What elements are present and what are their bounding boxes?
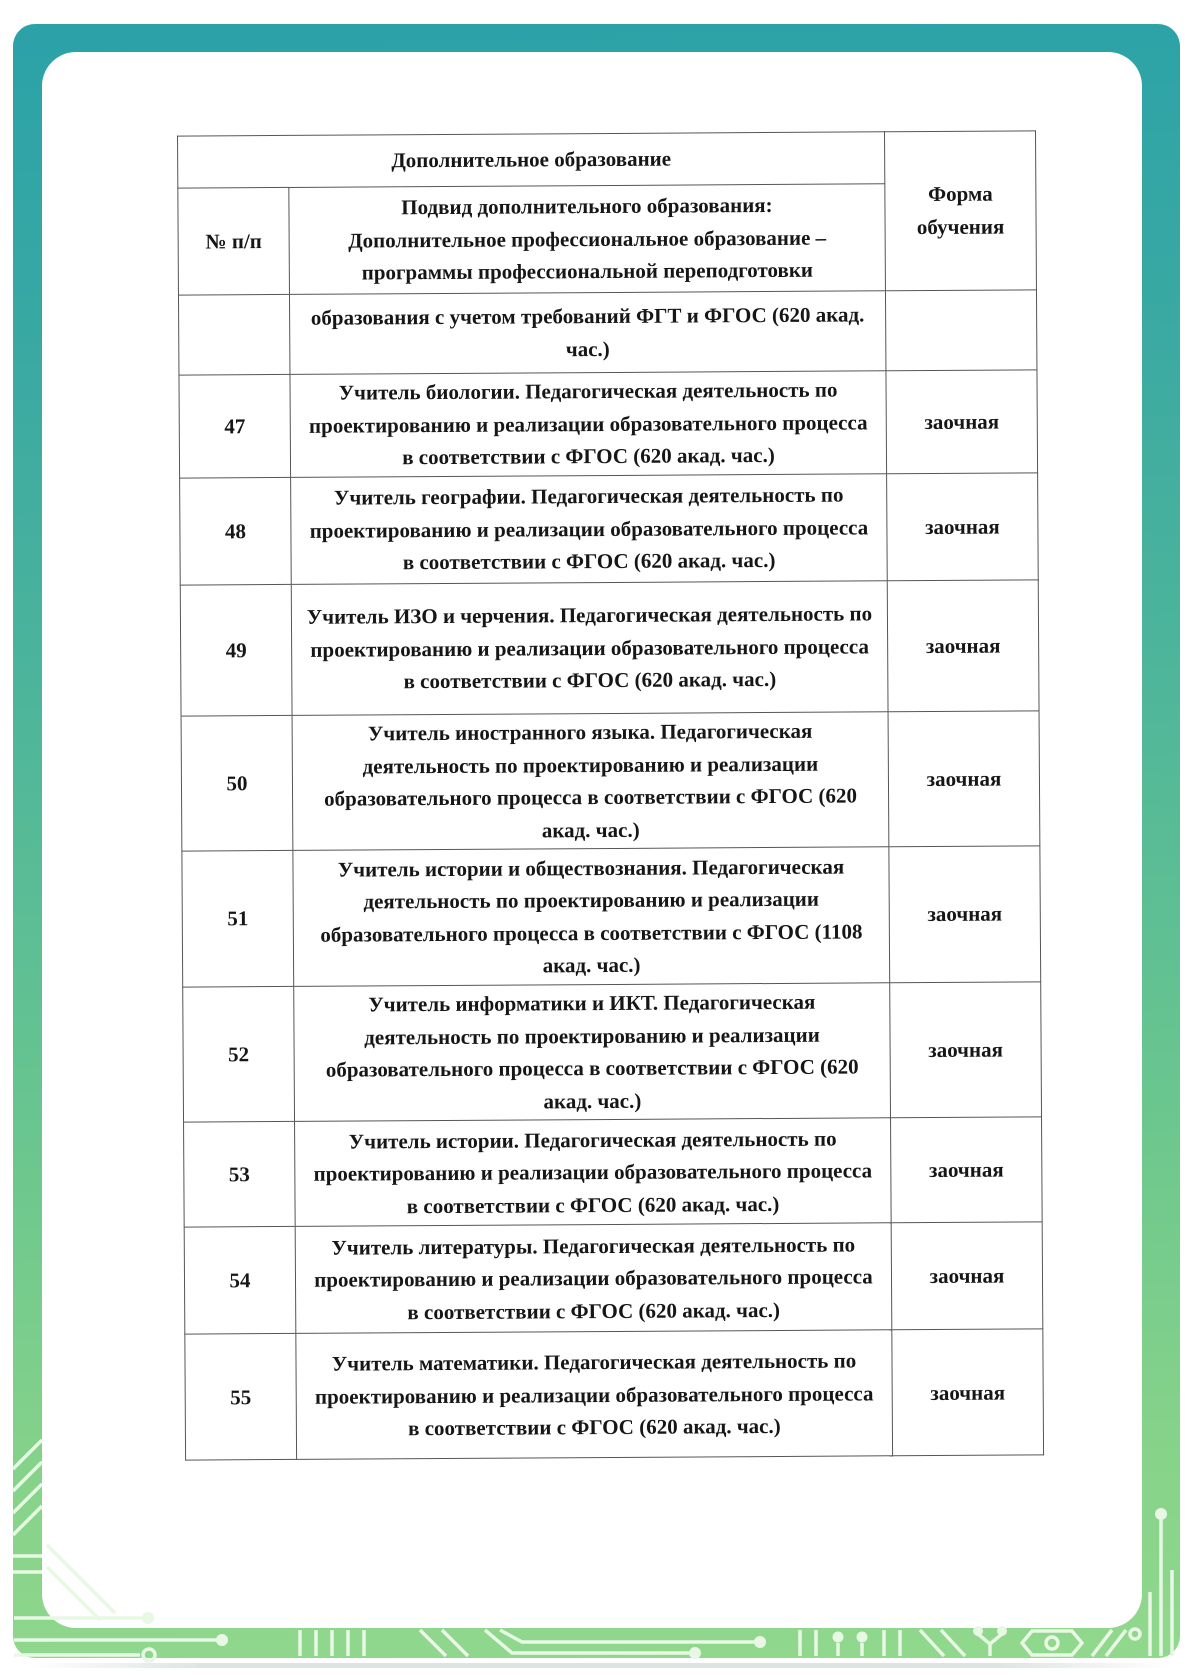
- table-row: [180, 473, 1039, 585]
- continuation-number-cell: [178, 294, 289, 375]
- number-column-header-cell: № п/п: [178, 187, 290, 295]
- table-row: [179, 370, 1038, 478]
- row-number-cell: 53: [184, 1122, 296, 1228]
- row-number-cell: 54: [184, 1227, 296, 1335]
- continuation-program-cell: образования с учетом требований ФГТ и ФГОС (620 акад. час.): [289, 291, 885, 375]
- table-row: [184, 1222, 1043, 1334]
- row-number-cell: 50: [181, 715, 293, 851]
- table-row: [181, 711, 1040, 851]
- row-number-cell: 51: [182, 851, 294, 988]
- programs-table-container: [177, 130, 1043, 1461]
- scan-shadow: [28, 1663, 1172, 1668]
- row-program-cell: Учитель географии. Педагогическая деятельность по проектированию и реализации образовательного процесса в соответствии с ФГОС (620 акад. час.): [291, 474, 888, 585]
- section-title-cell: Дополнительное образование: [178, 132, 885, 188]
- table-body: [178, 131, 1044, 1461]
- program-column-header-cell: Подвид дополнительного образования: Дополнительное профессиональное образование – программы профессиональной переподготовки: [289, 184, 886, 295]
- row-program-cell: Учитель информатики и ИКТ. Педагогическая деятельность по проектированию и реализации образовательного процесса в соответствии с ФГОС (620 акад. час.): [294, 983, 891, 1122]
- row-form-cell: заочная: [892, 1329, 1044, 1456]
- row-form-cell: заочная: [889, 846, 1041, 983]
- row-form-cell: заочная: [886, 370, 1038, 474]
- row-number-cell: 49: [180, 584, 292, 716]
- programs-table: [177, 130, 1044, 1461]
- row-form-cell: заочная: [891, 1222, 1043, 1330]
- row-program-cell: Учитель истории. Педагогическая деятельность по проектированию и реализации образовательного процесса в соответствии с ФГОС (620 акад. час.): [295, 1118, 892, 1227]
- row-program-cell: Учитель истории и обществознания. Педагогическая деятельность по проектированию и реализации образовательного процесса в соответствии с ФГОС (1108 акад. час.): [293, 847, 890, 987]
- row-number-cell: 48: [180, 477, 292, 585]
- row-number-cell: 47: [179, 374, 291, 478]
- row-program-cell: Учитель математики. Педагогическая деятельность по проектированию и реализации образовательного процесса в соответствии с ФГОС (620 акад. час.): [296, 1330, 893, 1460]
- table-row: [182, 846, 1041, 987]
- header-row-section: [178, 131, 1036, 188]
- row-program-cell: Учитель биологии. Педагогическая деятельность по проектированию и реализации образовательного процесса в соответствии с ФГОС (620 акад. час.): [290, 371, 887, 478]
- row-number-cell: 55: [185, 1334, 297, 1461]
- table-row: [185, 1329, 1044, 1460]
- row-program-cell: Учитель иностранного языка. Педагогическая деятельность по проектированию и реализации образовательного процесса в соответствии с ФГОС (620 акад. час.): [292, 712, 889, 851]
- row-form-cell: заочная: [890, 982, 1042, 1118]
- continuation-form-cell: [885, 290, 1036, 371]
- continuation-row: [178, 290, 1036, 375]
- form-column-header-cell: Форма обучения: [884, 131, 1036, 291]
- row-program-cell: Учитель ИЗО и черчения. Педагогическая деятельность по проектированию и реализации образовательного процесса в соответствии с ФГОС (620 акад. час.): [291, 581, 888, 716]
- table-row: [183, 982, 1042, 1122]
- row-program-cell: Учитель литературы. Педагогическая деятельность по проектированию и реализации образовательного процесса в соответствии с ФГОС (620 акад. час.): [295, 1223, 892, 1334]
- table-row: [184, 1117, 1043, 1227]
- row-form-cell: заочная: [887, 473, 1039, 581]
- row-form-cell: заочная: [888, 711, 1040, 847]
- row-number-cell: 52: [183, 987, 295, 1123]
- row-form-cell: заочная: [891, 1117, 1043, 1223]
- row-form-cell: заочная: [887, 580, 1039, 712]
- table-row: [180, 580, 1039, 716]
